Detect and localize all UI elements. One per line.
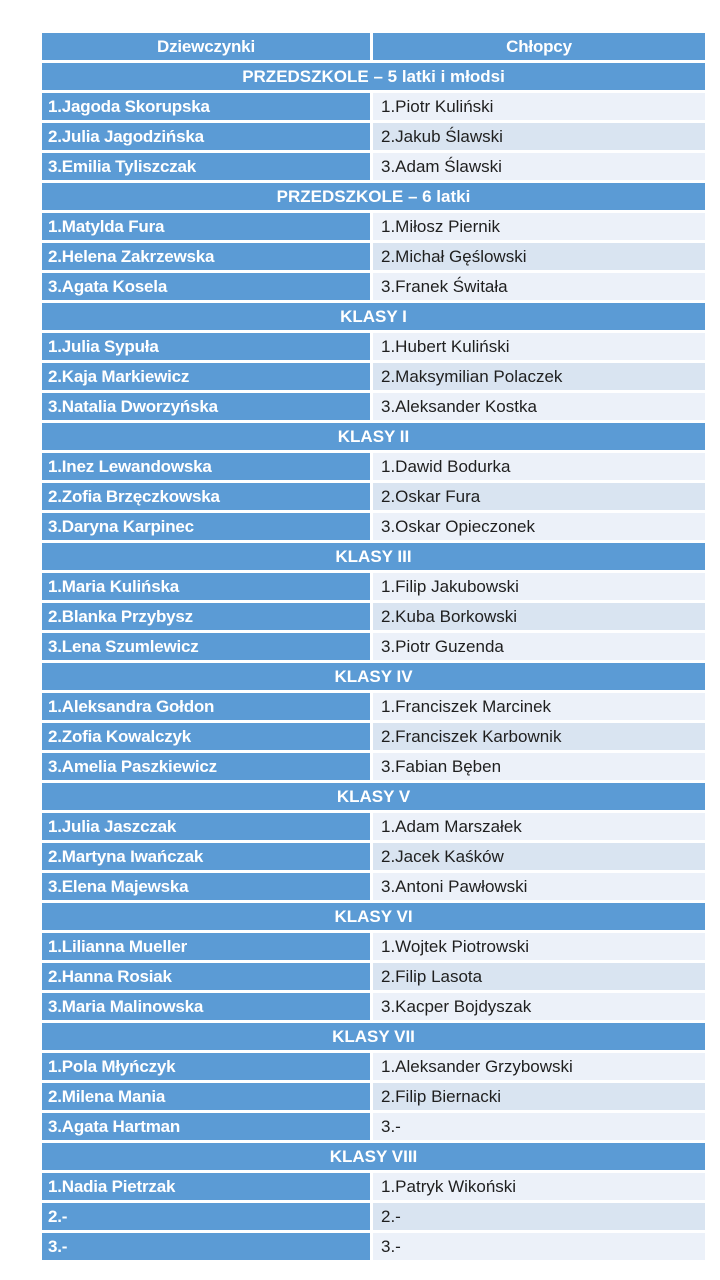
section-title: PRZEDSZKOLE – 6 latki	[42, 183, 705, 210]
table-row	[42, 843, 705, 870]
boy-cell: 2.Oskar Fura	[373, 483, 705, 510]
boy-cell: 1.Aleksander Grzybowski	[373, 1053, 705, 1080]
girl-cell: 1.Jagoda Skorupska	[42, 93, 370, 120]
table-row	[42, 723, 705, 750]
girl-cell: 3.Daryna Karpinec	[42, 513, 370, 540]
section-title: KLASY I	[42, 303, 705, 330]
table-row	[42, 963, 705, 990]
boy-cell: 3.Oskar Opieczonek	[373, 513, 705, 540]
girl-cell: 3.-	[42, 1233, 370, 1260]
section-header-row	[42, 1023, 705, 1050]
girl-cell: 3.Maria Malinowska	[42, 993, 370, 1020]
boy-cell: 2.Maksymilian Polaczek	[373, 363, 705, 390]
boy-cell: 3.Fabian Bęben	[373, 753, 705, 780]
table-row	[42, 933, 705, 960]
boy-cell: 2.Jakub Ślawski	[373, 123, 705, 150]
section-title: KLASY VII	[42, 1023, 705, 1050]
table-row	[42, 693, 705, 720]
section-title: KLASY II	[42, 423, 705, 450]
section-header-row	[42, 1143, 705, 1170]
boy-cell: 2.Michał Gęślowski	[373, 243, 705, 270]
boy-cell: 1.Franciszek Marcinek	[373, 693, 705, 720]
section-header-row	[42, 303, 705, 330]
section-header-row	[42, 903, 705, 930]
girl-cell: 1.Maria Kulińska	[42, 573, 370, 600]
boy-cell: 2.Jacek Kaśków	[373, 843, 705, 870]
section-header-row	[42, 183, 705, 210]
table-row	[42, 1233, 705, 1260]
table-row	[42, 873, 705, 900]
girl-cell: 2.Milena Mania	[42, 1083, 370, 1110]
girl-cell: 3.Amelia Paszkiewicz	[42, 753, 370, 780]
table-row	[42, 453, 705, 480]
table-row	[42, 993, 705, 1020]
girl-cell: 2.Hanna Rosiak	[42, 963, 370, 990]
table-row	[42, 93, 705, 120]
table-row	[42, 1113, 705, 1140]
table-row	[42, 1173, 705, 1200]
girl-cell: 3.Emilia Tyliszczak	[42, 153, 370, 180]
table-row	[42, 393, 705, 420]
boy-cell: 2.Franciszek Karbownik	[373, 723, 705, 750]
boy-cell: 1.Filip Jakubowski	[373, 573, 705, 600]
girl-cell: 2.Zofia Brzęczkowska	[42, 483, 370, 510]
girl-cell: 2.Kaja Markiewicz	[42, 363, 370, 390]
boy-cell: 3.-	[373, 1113, 705, 1140]
section-title: KLASY VIII	[42, 1143, 705, 1170]
girl-cell: 2.Helena Zakrzewska	[42, 243, 370, 270]
girl-cell: 2.Zofia Kowalczyk	[42, 723, 370, 750]
boy-cell: 1.Miłosz Piernik	[373, 213, 705, 240]
section-title: KLASY III	[42, 543, 705, 570]
boy-cell: 1.Piotr Kuliński	[373, 93, 705, 120]
boy-cell: 2.Kuba Borkowski	[373, 603, 705, 630]
boy-cell: 2.Filip Lasota	[373, 963, 705, 990]
girl-cell: 1.Inez Lewandowska	[42, 453, 370, 480]
boy-cell: 3.Piotr Guzenda	[373, 633, 705, 660]
girl-cell: 2.Martyna Iwańczak	[42, 843, 370, 870]
table-row	[42, 363, 705, 390]
boy-cell: 3.Aleksander Kostka	[373, 393, 705, 420]
girl-cell: 1.Matylda Fura	[42, 213, 370, 240]
boy-cell: 2.Filip Biernacki	[373, 1083, 705, 1110]
girl-cell: 3.Agata Kosela	[42, 273, 370, 300]
girl-cell: 3.Natalia Dworzyńska	[42, 393, 370, 420]
table-row	[42, 813, 705, 840]
table-row	[42, 273, 705, 300]
table-row	[42, 483, 705, 510]
table-row	[42, 243, 705, 270]
section-header-row	[42, 423, 705, 450]
girl-cell: 2.-	[42, 1203, 370, 1230]
table-row	[42, 213, 705, 240]
table-row	[42, 1203, 705, 1230]
table-row	[42, 333, 705, 360]
girl-cell: 3.Elena Majewska	[42, 873, 370, 900]
boy-cell: 3.Antoni Pawłowski	[373, 873, 705, 900]
boy-cell: 3.Franek Świtała	[373, 273, 705, 300]
girl-cell: 1.Julia Jaszczak	[42, 813, 370, 840]
table-row	[42, 753, 705, 780]
table-row	[42, 633, 705, 660]
section-title: KLASY V	[42, 783, 705, 810]
table-row	[42, 513, 705, 540]
boy-cell: 3.-	[373, 1233, 705, 1260]
results-table	[42, 33, 705, 1263]
section-header-row	[42, 543, 705, 570]
girl-cell: 3.Lena Szumlewicz	[42, 633, 370, 660]
section-title: PRZEDSZKOLE – 5 latki i młodsi	[42, 63, 705, 90]
boy-cell: 1.Hubert Kuliński	[373, 333, 705, 360]
section-title: KLASY VI	[42, 903, 705, 930]
girl-cell: 2.Blanka Przybysz	[42, 603, 370, 630]
table-row	[42, 1083, 705, 1110]
boy-cell: 1.Adam Marszałek	[373, 813, 705, 840]
table-body	[42, 63, 705, 1260]
table-row	[42, 153, 705, 180]
boy-cell: 3.Kacper Bojdyszak	[373, 993, 705, 1020]
girl-cell: 1.Pola Młyńczyk	[42, 1053, 370, 1080]
boy-cell: 1.Wojtek Piotrowski	[373, 933, 705, 960]
table-row	[42, 123, 705, 150]
table-row	[42, 573, 705, 600]
girl-cell: 1.Julia Sypuła	[42, 333, 370, 360]
girl-cell: 1.Aleksandra Gołdon	[42, 693, 370, 720]
girl-cell: 3.Agata Hartman	[42, 1113, 370, 1140]
girl-cell: 1.Lilianna Mueller	[42, 933, 370, 960]
section-title: KLASY IV	[42, 663, 705, 690]
boy-cell: 1.Dawid Bodurka	[373, 453, 705, 480]
table-header-row	[42, 33, 705, 60]
table-row	[42, 603, 705, 630]
boy-cell: 3.Adam Ślawski	[373, 153, 705, 180]
boy-cell: 1.Patryk Wikoński	[373, 1173, 705, 1200]
column-header-boys: Chłopcy	[373, 33, 705, 60]
column-header-girls: Dziewczynki	[42, 33, 370, 60]
section-header-row	[42, 63, 705, 90]
section-header-row	[42, 783, 705, 810]
girl-cell: 2.Julia Jagodzińska	[42, 123, 370, 150]
girl-cell: 1.Nadia Pietrzak	[42, 1173, 370, 1200]
section-header-row	[42, 663, 705, 690]
boy-cell: 2.-	[373, 1203, 705, 1230]
table-row	[42, 1053, 705, 1080]
